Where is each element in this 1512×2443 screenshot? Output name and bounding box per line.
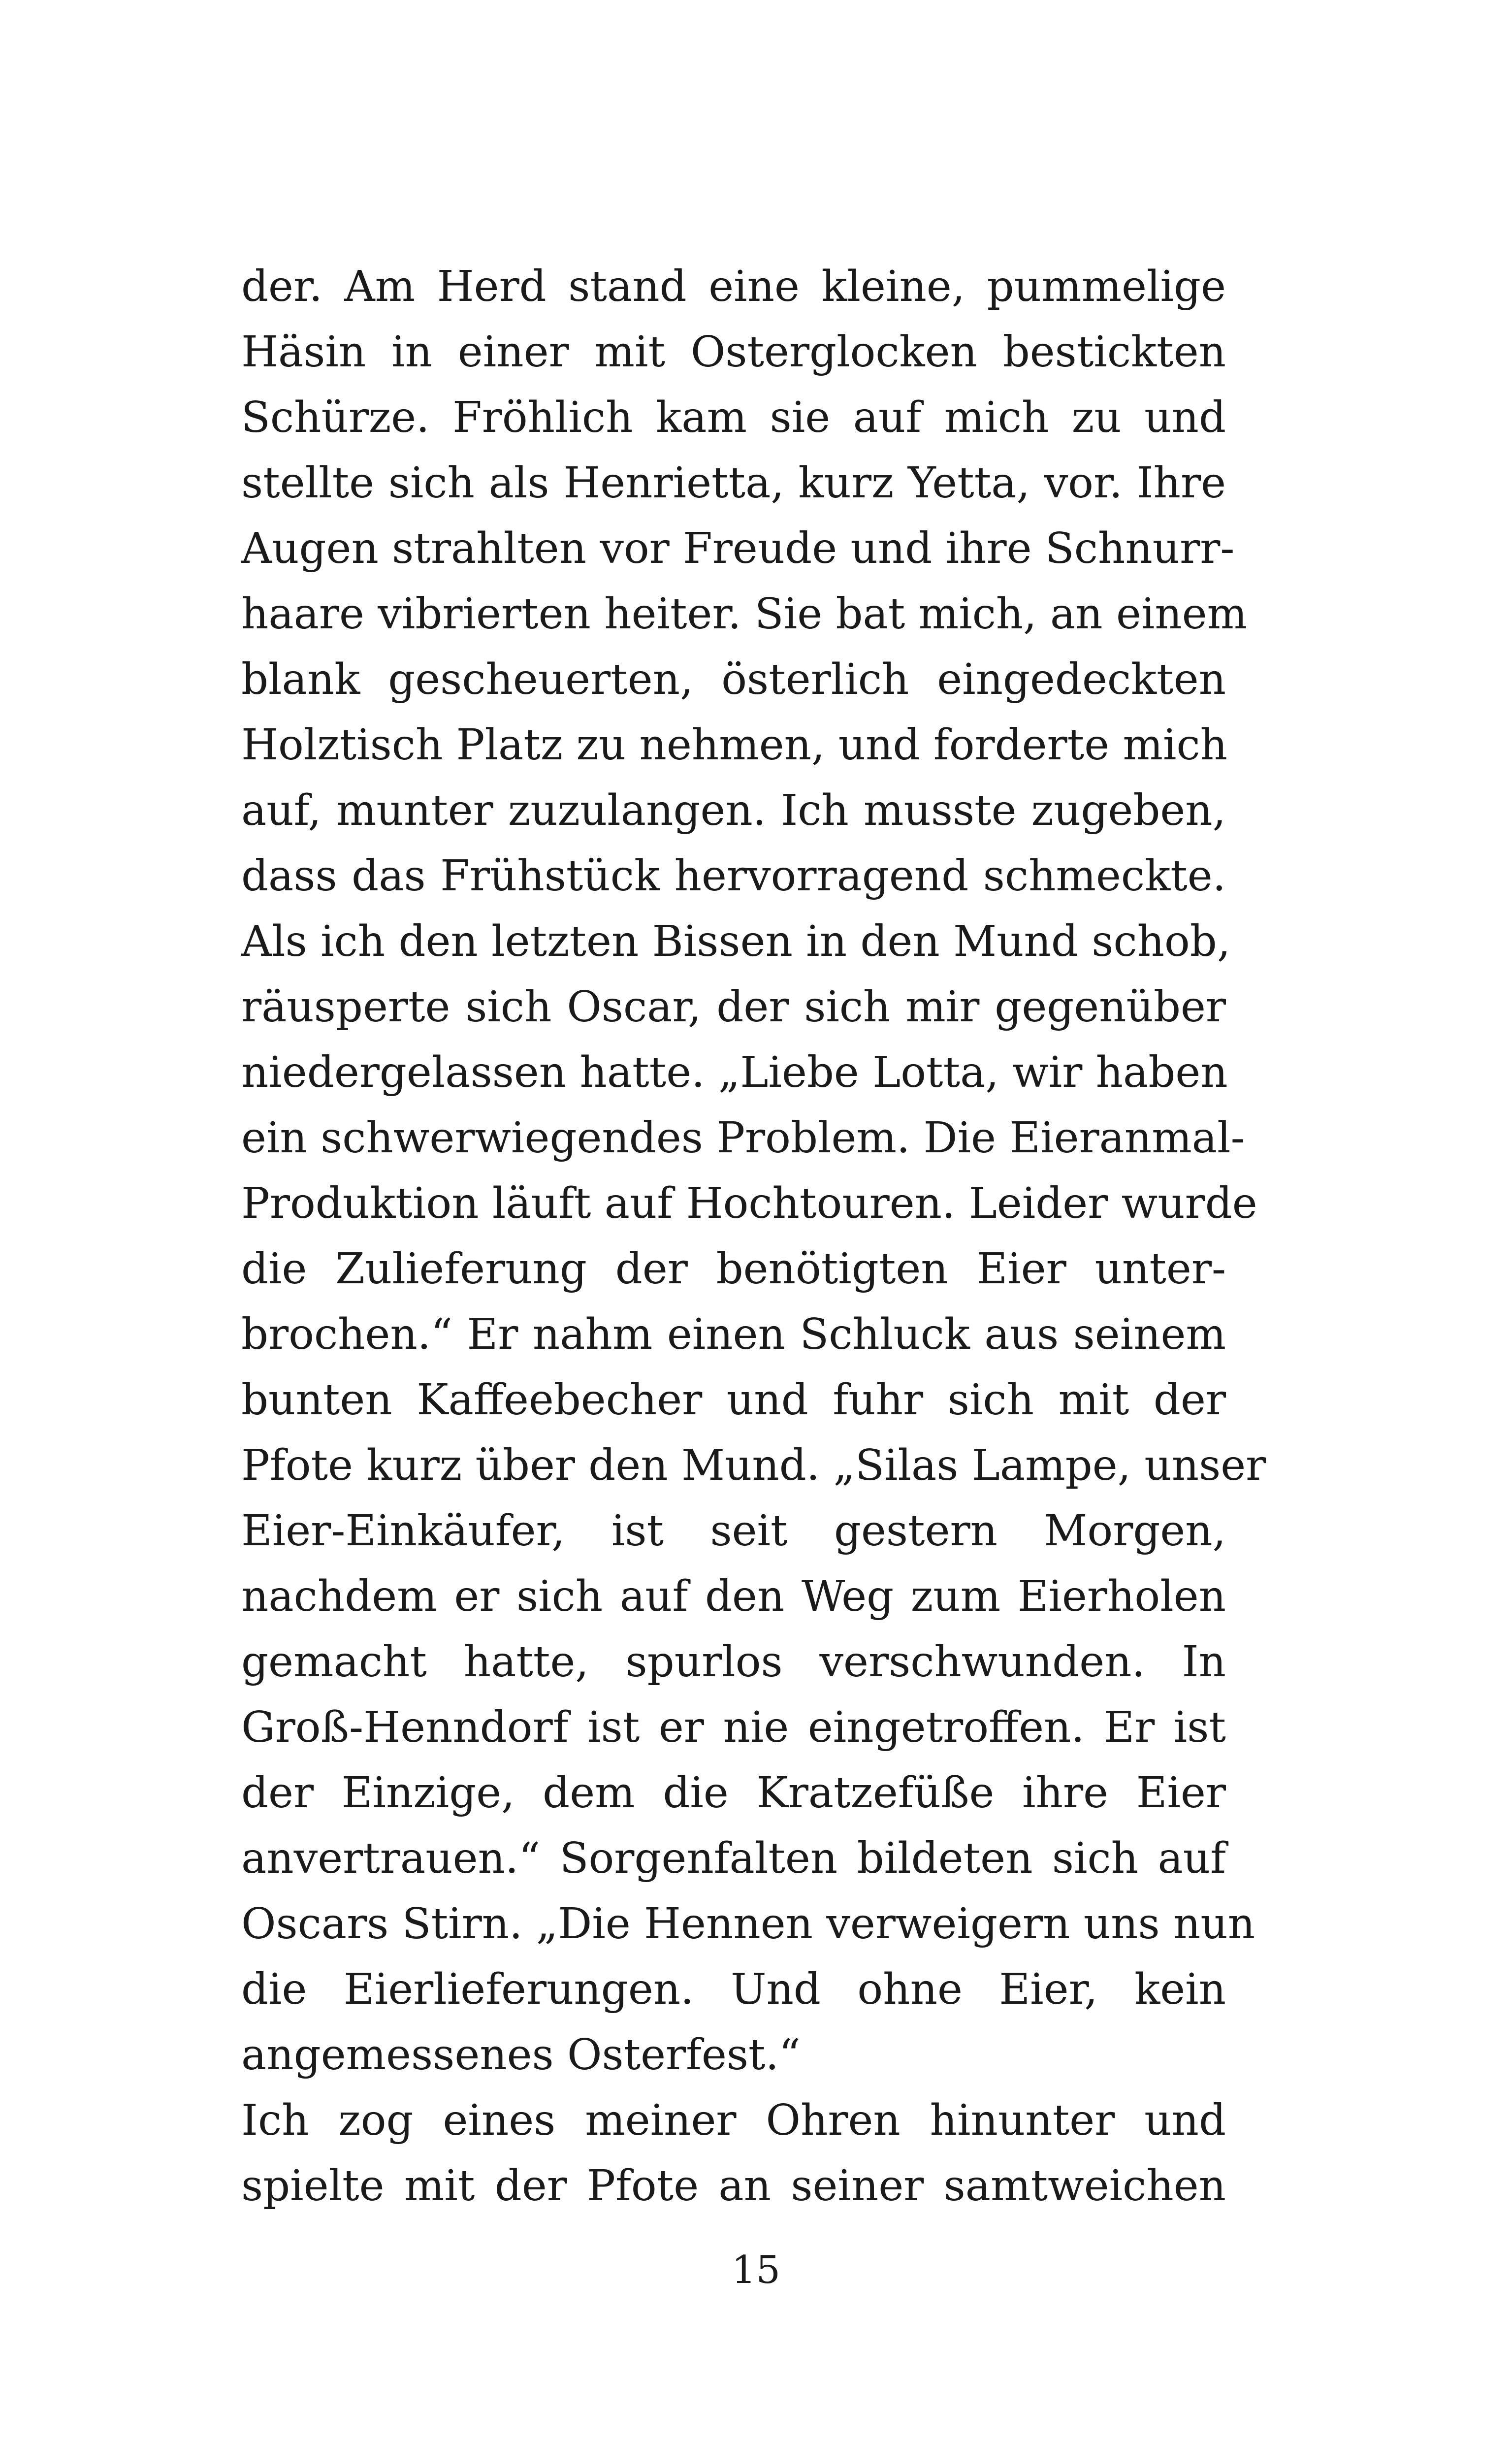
text-line: räusperte sich Oscar, der sich mir gegenüber [241, 982, 1226, 1032]
body-text [241, 254, 1266, 2219]
text-line: dass das Frühstück hervorragend schmeckte. [241, 851, 1226, 901]
text-line: Als ich den letzten Bissen in den Mund schob, [241, 917, 1231, 966]
text-line: Oscars Stirn. „Die Hennen verweigern uns nun [241, 1899, 1255, 1949]
text-line: Pfote kurz über den Mund. „Silas Lampe, unser [241, 1441, 1266, 1490]
text-line: ein schwerwiegendes Problem. Die Eieranmal- [241, 1113, 1245, 1163]
text-line: blank gescheuerten, österlich eingedeckten [241, 655, 1226, 704]
text-line: auf, munter zuzulangen. Ich musste zugeben, [241, 786, 1226, 835]
text-line: die Eierlieferungen. Und ohne Eier, kein [241, 1965, 1226, 2014]
text-line: der. Am Herd stand eine kleine, pummelige [241, 262, 1226, 311]
text-line: Eier-Einkäufer, ist seit gestern Morgen, [241, 1506, 1226, 1556]
page-number: 15 [731, 2248, 781, 2292]
text-line: die Zulieferung der benötigten Eier unter- [241, 1244, 1226, 1294]
text-line: Schürze. Fröhlich kam sie auf mich zu und [241, 393, 1226, 442]
text-line: Augen strahlten vor Freude und ihre Schnurr- [241, 524, 1235, 573]
text-line: der Einzige, dem die Kratzefüße ihre Eier [241, 1768, 1226, 1818]
text-line: gemacht hatte, spurlos verschwunden. In [241, 1637, 1226, 1687]
text-line: Holztisch Platz zu nehmen, und forderte mich [241, 720, 1228, 770]
text-line: Groß-Henndorf ist er nie eingetroffen. Er ist [241, 1703, 1226, 1752]
text-line: Produktion läuft auf Hochtouren. Leider wurde [241, 1179, 1257, 1228]
text-line: nachdem er sich auf den Weg zum Eierholen [241, 1572, 1226, 1621]
text-line: angemessenes Osterfest.“ [241, 2030, 801, 2080]
text-line: Häsin in einer mit Osterglocken bestickten [241, 327, 1226, 377]
text-line: spielte mit der Pfote an seiner samtweichen [241, 2161, 1226, 2211]
text-line: brochen.“ Er nahm einen Schluck aus seinem [241, 1310, 1226, 1359]
text-line: bunten Kaffeebecher und fuhr sich mit der [241, 1375, 1226, 1425]
text-line: anvertrauen.“ Sorgenfalten bildeten sich auf [241, 1834, 1226, 1883]
text-line: Ich zog eines meiner Ohren hinunter und [241, 2096, 1226, 2145]
text-line: stellte sich als Henrietta, kurz Yetta, vor. Ihre [241, 458, 1226, 508]
text-line: haare vibrierten heiter. Sie bat mich, an einem [241, 589, 1248, 639]
text-line: niedergelassen hatte. „Liebe Lotta, wir haben [241, 1048, 1228, 1097]
